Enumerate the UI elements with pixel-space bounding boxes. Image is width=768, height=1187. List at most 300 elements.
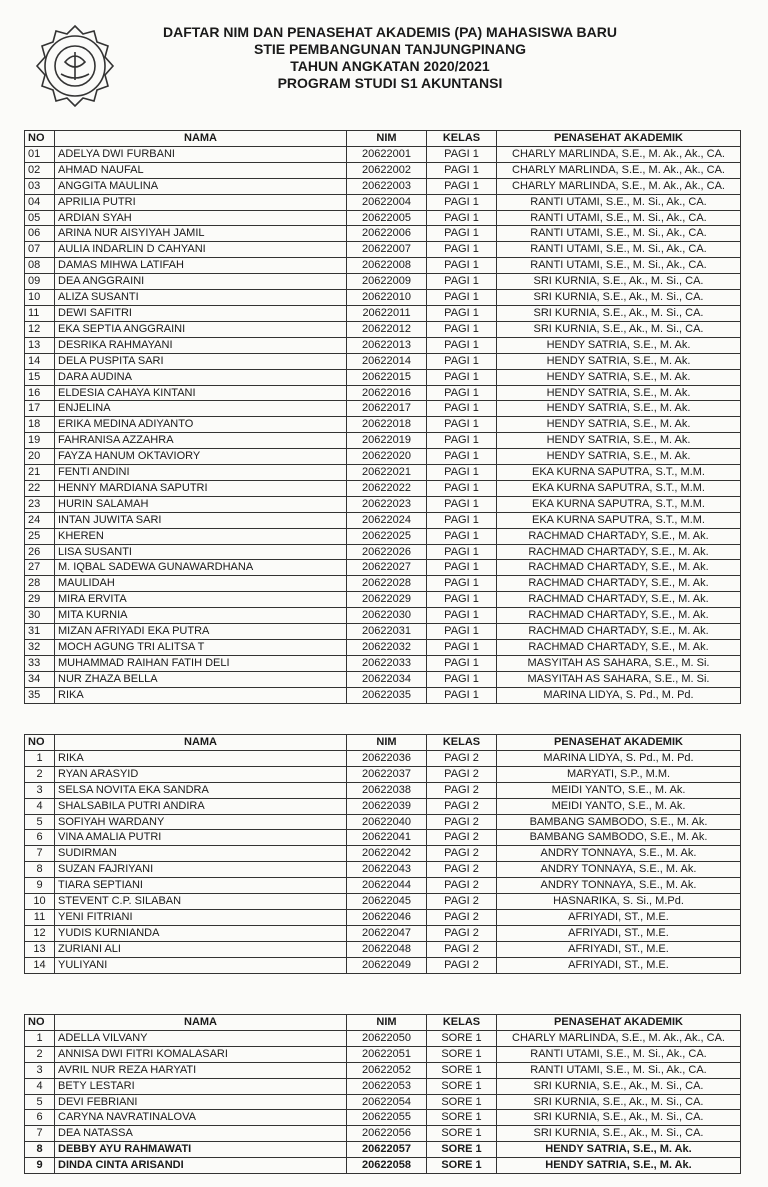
cell-pa: RACHMAD CHARTADY, S.E., M. Ak. [497,528,741,544]
table-row [25,1062,741,1078]
cell-pa: EKA KURNA SAPUTRA, S.T., M.M. [497,465,741,481]
cell-pa: RACHMAD CHARTADY, S.E., M. Ak. [497,608,741,624]
table-row [25,750,741,766]
column-header-kelas: KELAS [427,131,497,147]
cell-no: 09 [25,274,55,290]
cell-nama: EKA SEPTIA ANGGRAINI [55,321,347,337]
cell-kelas: PAGI 2 [427,766,497,782]
cell-no: 16 [25,385,55,401]
cell-no: 13 [25,337,55,353]
cell-pa: CHARLY MARLINDA, S.E., M. Ak., Ak., CA. [497,178,741,194]
cell-kelas: PAGI 1 [427,640,497,656]
college-seal-logo [31,22,119,110]
cell-nim: 20622011 [347,305,427,321]
table-row [25,782,741,798]
cell-kelas: PAGI 1 [427,433,497,449]
cell-pa: AFRIYADI, ST., M.E. [497,957,741,973]
cell-nim: 20622055 [347,1110,427,1126]
cell-nim: 20622018 [347,417,427,433]
table-header-row [25,1015,741,1031]
cell-pa: MARYATI, S.P., M.M. [497,766,741,782]
cell-nama: ARINA NUR AISYIYAH JAMIL [55,226,347,242]
title-line-1: DAFTAR NIM DAN PENASEHAT AKADEMIS (PA) MAHASISWA BARU [163,24,617,40]
cell-nama: ANNISA DWI FITRI KOMALASARI [55,1046,347,1062]
cell-nama: FAYZA HANUM OKTAVIORY [55,449,347,465]
cell-pa: SRI KURNIA, S.E., Ak., M. Si., CA. [497,1110,741,1126]
cell-no: 24 [25,512,55,528]
cell-pa: RACHMAD CHARTADY, S.E., M. Ak. [497,592,741,608]
cell-pa: SRI KURNIA, S.E., Ak., M. Si., CA. [497,321,741,337]
cell-nim: 20622026 [347,544,427,560]
cell-pa: EKA KURNA SAPUTRA, S.T., M.M. [497,512,741,528]
table-row [25,290,741,306]
cell-kelas: PAGI 2 [427,862,497,878]
cell-nim: 20622035 [347,687,427,703]
table-row [25,909,741,925]
document-title-block [110,24,670,92]
cell-kelas: PAGI 2 [427,925,497,941]
cell-nim: 20622043 [347,862,427,878]
cell-kelas: PAGI 2 [427,782,497,798]
cell-nim: 20622054 [347,1094,427,1110]
cell-nama: YUDIS KURNIANDA [55,925,347,941]
table-row [25,274,741,290]
cell-kelas: PAGI 2 [427,957,497,973]
column-header-nim: NIM [347,735,427,751]
cell-nim: 20622005 [347,210,427,226]
cell-pa: AFRIYADI, ST., M.E. [497,909,741,925]
cell-kelas: PAGI 1 [427,576,497,592]
cell-kelas: SORE 1 [427,1046,497,1062]
cell-no: 1 [25,750,55,766]
cell-pa: ANDRY TONNAYA, S.E., M. Ak. [497,878,741,894]
cell-nim: 20622058 [347,1158,427,1174]
cell-nim: 20622028 [347,576,427,592]
cell-pa: ANDRY TONNAYA, S.E., M. Ak. [497,862,741,878]
cell-kelas: PAGI 1 [427,528,497,544]
cell-kelas: PAGI 2 [427,750,497,766]
cell-nim: 20622039 [347,798,427,814]
cell-pa: HENDY SATRIA, S.E., M. Ak. [497,1142,741,1158]
cell-kelas: PAGI 1 [427,226,497,242]
cell-pa: HENDY SATRIA, S.E., M. Ak. [497,337,741,353]
cell-kelas: PAGI 1 [427,162,497,178]
cell-pa: HENDY SATRIA, S.E., M. Ak. [497,401,741,417]
cell-nama: MAULIDAH [55,576,347,592]
table-row [25,1142,741,1158]
cell-nama: HURIN SALAMAH [55,496,347,512]
cell-nim: 20622033 [347,655,427,671]
table-row [25,1126,741,1142]
table-header-row [25,735,741,751]
cell-no: 6 [25,830,55,846]
cell-nama: MUHAMMAD RAIHAN FATIH DELI [55,655,347,671]
cell-pa: CHARLY MARLINDA, S.E., M. Ak., Ak., CA. [497,146,741,162]
cell-nim: 20622017 [347,401,427,417]
cell-no: 11 [25,909,55,925]
cell-no: 4 [25,1078,55,1094]
cell-no: 15 [25,369,55,385]
cell-nama: ARDIAN SYAH [55,210,347,226]
cell-nama: NUR ZHAZA BELLA [55,671,347,687]
cell-nim: 20622042 [347,846,427,862]
cell-no: 30 [25,608,55,624]
cell-pa: RANTI UTAMI, S.E., M. Si., Ak., CA. [497,1062,741,1078]
cell-pa: RANTI UTAMI, S.E., M. Si., Ak., CA. [497,226,741,242]
cell-kelas: PAGI 1 [427,687,497,703]
table-row [25,417,741,433]
cell-nama: ENJELINA [55,401,347,417]
cell-nama: DINDA CINTA ARISANDI [55,1158,347,1174]
cell-kelas: PAGI 1 [427,401,497,417]
cell-no: 07 [25,242,55,258]
cell-no: 08 [25,258,55,274]
cell-nim: 20622036 [347,750,427,766]
table-row [25,798,741,814]
cell-nama: DEBBY AYU RAHMAWATI [55,1142,347,1158]
title-line-2: STIE PEMBANGUNAN TANJUNGPINANG [254,41,526,57]
table-row [25,687,741,703]
cell-no: 01 [25,146,55,162]
cell-nim: 20622034 [347,671,427,687]
column-header-pa: PENASEHAT AKADEMIK [497,735,741,751]
cell-no: 2 [25,766,55,782]
cell-nama: AHMAD NAUFAL [55,162,347,178]
cell-nama: ADELYA DWI FURBANI [55,146,347,162]
cell-no: 1 [25,1030,55,1046]
cell-nama: LISA SUSANTI [55,544,347,560]
cell-pa: HENDY SATRIA, S.E., M. Ak. [497,353,741,369]
cell-no: 12 [25,321,55,337]
cell-nama: FAHRANISA AZZAHRA [55,433,347,449]
cell-no: 32 [25,640,55,656]
cell-no: 28 [25,576,55,592]
cell-nama: M. IQBAL SADEWA GUNAWARDHANA [55,560,347,576]
cell-pa: HENDY SATRIA, S.E., M. Ak. [497,433,741,449]
cell-pa: MASYITAH AS SAHARA, S.E., M. Si. [497,671,741,687]
table-row [25,480,741,496]
cell-pa: EKA KURNA SAPUTRA, S.T., M.M. [497,480,741,496]
cell-kelas: SORE 1 [427,1126,497,1142]
cell-nama: YULIYANI [55,957,347,973]
cell-no: 02 [25,162,55,178]
cell-pa: MARINA LIDYA, S. Pd., M. Pd. [497,750,741,766]
table-row [25,814,741,830]
cell-kelas: SORE 1 [427,1142,497,1158]
cell-no: 2 [25,1046,55,1062]
cell-pa: SRI KURNIA, S.E., Ak., M. Si., CA. [497,274,741,290]
cell-nama: DESRIKA RAHMAYANI [55,337,347,353]
cell-kelas: PAGI 1 [427,321,497,337]
cell-nim: 20622037 [347,766,427,782]
cell-kelas: PAGI 1 [427,544,497,560]
table-row [25,846,741,862]
cell-no: 8 [25,1142,55,1158]
cell-pa: CHARLY MARLINDA, S.E., M. Ak., Ak., CA. [497,162,741,178]
cell-nama: KHEREN [55,528,347,544]
cell-nim: 20622023 [347,496,427,512]
table-row [25,878,741,894]
cell-kelas: SORE 1 [427,1062,497,1078]
cell-nim: 20622007 [347,242,427,258]
cell-no: 25 [25,528,55,544]
cell-kelas: PAGI 1 [427,290,497,306]
cell-nim: 20622040 [347,814,427,830]
table-row [25,210,741,226]
cell-kelas: PAGI 2 [427,878,497,894]
table-row [25,1046,741,1062]
cell-nim: 20622019 [347,433,427,449]
column-header-no: NO [25,735,55,751]
table-row [25,305,741,321]
cell-no: 29 [25,592,55,608]
cell-kelas: PAGI 1 [427,178,497,194]
cell-nama: TIARA SEPTIANI [55,878,347,894]
cell-pa: SRI KURNIA, S.E., Ak., M. Si., CA. [497,1078,741,1094]
cell-pa: AFRIYADI, ST., M.E. [497,925,741,941]
cell-kelas: PAGI 1 [427,671,497,687]
cell-nim: 20622027 [347,560,427,576]
table-row [25,496,741,512]
cell-nim: 20622012 [347,321,427,337]
cell-kelas: PAGI 1 [427,337,497,353]
cell-nama: SHALSABILA PUTRI ANDIRA [55,798,347,814]
table-row [25,528,741,544]
cell-nama: DELA PUSPITA SARI [55,353,347,369]
table-row [25,1094,741,1110]
cell-kelas: PAGI 1 [427,624,497,640]
column-header-nama: NAMA [55,1015,347,1031]
table-row [25,369,741,385]
cell-nim: 20622001 [347,146,427,162]
student-table-pagi-1 [24,130,741,704]
cell-nim: 20622046 [347,909,427,925]
cell-kelas: PAGI 1 [427,608,497,624]
cell-nim: 20622010 [347,290,427,306]
cell-pa: ANDRY TONNAYA, S.E., M. Ak. [497,846,741,862]
cell-no: 13 [25,941,55,957]
cell-kelas: PAGI 1 [427,210,497,226]
cell-nama: SUZAN FAJRIYANI [55,862,347,878]
table-row [25,353,741,369]
table-row [25,830,741,846]
student-table-sore-1 [24,1014,741,1174]
cell-no: 3 [25,782,55,798]
column-header-nim: NIM [347,1015,427,1031]
table-row [25,1158,741,1174]
cell-kelas: PAGI 1 [427,655,497,671]
title-line-3: TAHUN ANGKATAN 2020/2021 [290,58,490,74]
cell-no: 14 [25,353,55,369]
table-row [25,512,741,528]
cell-nim: 20622041 [347,830,427,846]
table-row [25,1078,741,1094]
column-header-nim: NIM [347,131,427,147]
column-header-nama: NAMA [55,131,347,147]
cell-nama: APRILIA PUTRI [55,194,347,210]
table-row [25,941,741,957]
cell-kelas: PAGI 1 [427,496,497,512]
cell-no: 27 [25,560,55,576]
cell-nama: ALIZA SUSANTI [55,290,347,306]
cell-no: 03 [25,178,55,194]
table-row [25,640,741,656]
cell-kelas: PAGI 2 [427,798,497,814]
cell-pa: SRI KURNIA, S.E., Ak., M. Si., CA. [497,290,741,306]
cell-pa: RACHMAD CHARTADY, S.E., M. Ak. [497,560,741,576]
cell-nama: FENTI ANDINI [55,465,347,481]
cell-no: 21 [25,465,55,481]
cell-kelas: PAGI 1 [427,465,497,481]
cell-pa: AFRIYADI, ST., M.E. [497,941,741,957]
cell-nama: BETY LESTARI [55,1078,347,1094]
cell-nama: DAMAS MIHWA LATIFAH [55,258,347,274]
cell-no: 18 [25,417,55,433]
cell-no: 34 [25,671,55,687]
cell-pa: SRI KURNIA, S.E., Ak., M. Si., CA. [497,305,741,321]
table-row [25,862,741,878]
cell-kelas: SORE 1 [427,1158,497,1174]
table-row [25,894,741,910]
cell-pa: EKA KURNA SAPUTRA, S.T., M.M. [497,496,741,512]
cell-nim: 20622047 [347,925,427,941]
table-row [25,608,741,624]
cell-nama: MITA KURNIA [55,608,347,624]
cell-nim: 20622050 [347,1030,427,1046]
cell-kelas: PAGI 2 [427,894,497,910]
cell-nim: 20622002 [347,162,427,178]
cell-no: 31 [25,624,55,640]
cell-pa: SRI KURNIA, S.E., Ak., M. Si., CA. [497,1094,741,1110]
cell-nim: 20622021 [347,465,427,481]
cell-pa: MASYITAH AS SAHARA, S.E., M. Si. [497,655,741,671]
cell-nim: 20622045 [347,894,427,910]
column-header-pa: PENASEHAT AKADEMIK [497,131,741,147]
cell-no: 06 [25,226,55,242]
cell-no: 11 [25,305,55,321]
cell-no: 05 [25,210,55,226]
cell-no: 23 [25,496,55,512]
cell-pa: MARINA LIDYA, S. Pd., M. Pd. [497,687,741,703]
cell-no: 04 [25,194,55,210]
table-row [25,1030,741,1046]
table-row [25,576,741,592]
cell-no: 12 [25,925,55,941]
table-row [25,194,741,210]
cell-pa: RACHMAD CHARTADY, S.E., M. Ak. [497,544,741,560]
table-row [25,957,741,973]
cell-pa: CHARLY MARLINDA, S.E., M. Ak., Ak., CA. [497,1030,741,1046]
cell-pa: HENDY SATRIA, S.E., M. Ak. [497,369,741,385]
cell-nim: 20622024 [347,512,427,528]
table-row [25,671,741,687]
cell-nama: AULIA INDARLIN D CAHYANI [55,242,347,258]
cell-nim: 20622044 [347,878,427,894]
cell-no: 6 [25,1110,55,1126]
cell-nim: 20622006 [347,226,427,242]
cell-kelas: PAGI 1 [427,480,497,496]
cell-nama: VINA AMALIA PUTRI [55,830,347,846]
cell-kelas: PAGI 2 [427,830,497,846]
table-row [25,226,741,242]
cell-nama: DEA NATASSA [55,1126,347,1142]
cell-kelas: PAGI 2 [427,846,497,862]
cell-no: 5 [25,814,55,830]
cell-nim: 20622014 [347,353,427,369]
table-row [25,449,741,465]
cell-nama: HENNY MARDIANA SAPUTRI [55,480,347,496]
table-row [25,178,741,194]
cell-nim: 20622004 [347,194,427,210]
cell-nim: 20622008 [347,258,427,274]
table-row [25,146,741,162]
cell-pa: MEIDI YANTO, S.E., M. Ak. [497,782,741,798]
cell-no: 5 [25,1094,55,1110]
cell-no: 7 [25,1126,55,1142]
table-row [25,766,741,782]
table-row [25,321,741,337]
cell-nama: YENI FITRIANI [55,909,347,925]
cell-kelas: PAGI 1 [427,353,497,369]
table-row [25,465,741,481]
cell-nim: 20622030 [347,608,427,624]
cell-pa: RANTI UTAMI, S.E., M. Si., Ak., CA. [497,1046,741,1062]
cell-nama: STEVENT C.P. SILABAN [55,894,347,910]
cell-nim: 20622020 [347,449,427,465]
cell-nim: 20622022 [347,480,427,496]
cell-nim: 20622003 [347,178,427,194]
cell-nama: DARA AUDINA [55,369,347,385]
column-header-no: NO [25,1015,55,1031]
cell-kelas: PAGI 1 [427,385,497,401]
cell-pa: RANTI UTAMI, S.E., M. Si., Ak., CA. [497,194,741,210]
cell-kelas: SORE 1 [427,1078,497,1094]
cell-pa: RACHMAD CHARTADY, S.E., M. Ak. [497,640,741,656]
cell-pa: HENDY SATRIA, S.E., M. Ak. [497,417,741,433]
cell-nama: MIZAN AFRIYADI EKA PUTRA [55,624,347,640]
table-row [25,925,741,941]
cell-no: 3 [25,1062,55,1078]
cell-nama: MOCH AGUNG TRI ALITSA T [55,640,347,656]
cell-kelas: SORE 1 [427,1110,497,1126]
table-row [25,624,741,640]
table-row [25,401,741,417]
cell-nim: 20622038 [347,782,427,798]
cell-nama: MIRA ERVITA [55,592,347,608]
table-row [25,258,741,274]
cell-kelas: PAGI 1 [427,305,497,321]
cell-pa: HENDY SATRIA, S.E., M. Ak. [497,1158,741,1174]
cell-pa: BAMBANG SAMBODO, S.E., M. Ak. [497,830,741,846]
cell-no: 7 [25,846,55,862]
cell-no: 35 [25,687,55,703]
cell-no: 26 [25,544,55,560]
cell-nim: 20622016 [347,385,427,401]
cell-pa: HENDY SATRIA, S.E., M. Ak. [497,385,741,401]
cell-nim: 20622032 [347,640,427,656]
cell-no: 9 [25,878,55,894]
cell-no: 17 [25,401,55,417]
column-header-kelas: KELAS [427,735,497,751]
cell-nama: RIKA [55,687,347,703]
cell-nim: 20622053 [347,1078,427,1094]
cell-nim: 20622052 [347,1062,427,1078]
cell-nama: RYAN ARASYID [55,766,347,782]
cell-no: 19 [25,433,55,449]
cell-nim: 20622048 [347,941,427,957]
cell-no: 8 [25,862,55,878]
cell-kelas: PAGI 1 [427,512,497,528]
